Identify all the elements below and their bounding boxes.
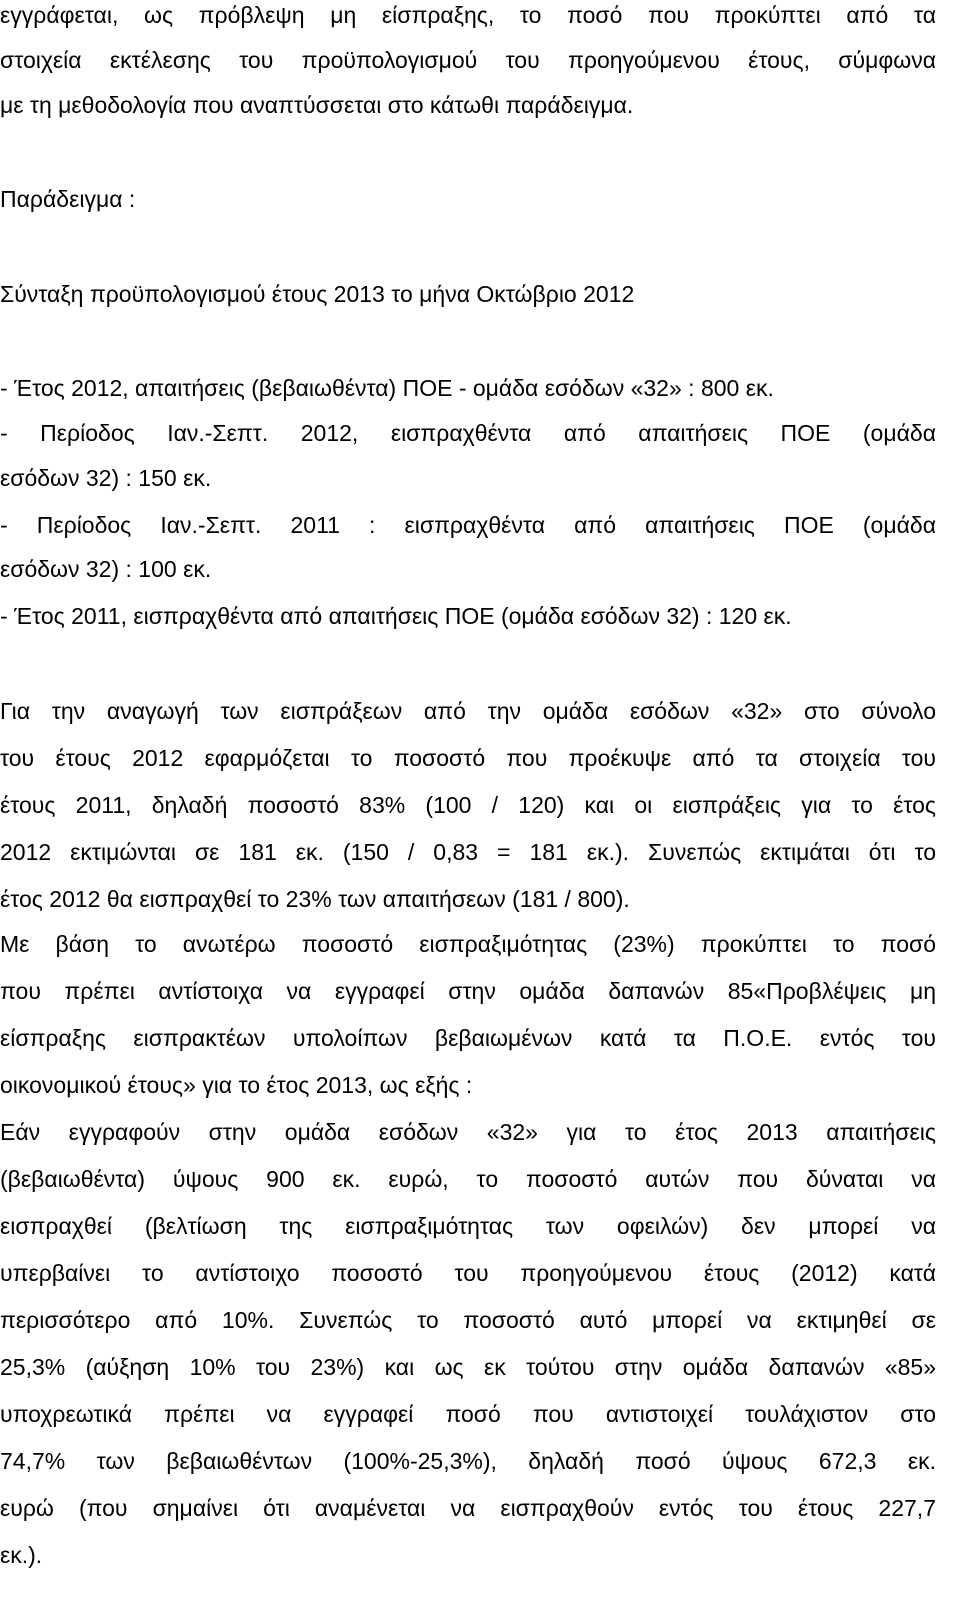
paragraph3-line-5: περισσότερο από 10%. Συνεπώς το ποσοστό αυτό μπορεί να εκτιμηθεί σε	[0, 1307, 936, 1333]
fact-line-2: - Περίοδος Ιαν.-Σεπτ. 2012, εισπραχθέντα από απαιτήσεις ΠΟΕ (ομάδα	[0, 420, 936, 446]
paragraph3-line-4: υπερβαίνει το αντίστοιχο ποσοστό του προηγούμενου έτους (2012) κατά	[0, 1260, 936, 1286]
paragraph2-line-3: είσπραξης εισπρακτέων υπολοίπων βεβαιωμένων κατά τα Π.Ο.Ε. εντός του	[0, 1025, 936, 1051]
paragraph2-line-4: οικονομικού έτους» για το έτος 2013, ως εξής :	[0, 1072, 473, 1098]
paragraph2-line-1: Με βάση το ανωτέρω ποσοστό εισπραξιμότητας (23%) προκύπτει το ποσό	[0, 931, 936, 957]
paragraph1-line-5: έτος 2012 θα εισπραχθεί το 23% των απαιτήσεων (181 / 800).	[0, 886, 630, 912]
paragraph3-line-2: (βεβαιωθέντα) ύψους 900 εκ. ευρώ, το ποσοστό αυτών που δύναται να	[0, 1166, 936, 1192]
paragraph1-line-3: έτους 2011, δηλαδή ποσοστό 83% (100 / 120) και οι εισπράξεις για το έτος	[0, 792, 936, 818]
fact-line-5: εσόδων 32) : 100 εκ.	[0, 556, 212, 582]
paragraph3-line-3: εισπραχθεί (βελτίωση της εισπραξιμότητας των οφειλών) δεν μπορεί να	[0, 1213, 936, 1239]
paragraph2-line-2: που πρέπει αντίστοιχα να εγγραφεί στην ομάδα δαπανών 85«Προβλέψεις μη	[0, 978, 936, 1004]
paragraph1-line-1: Για την αναγωγή των εισπράξεων από την ομάδα εσόδων «32» στο σύνολο	[0, 698, 936, 724]
fact-line-4: - Περίοδος Ιαν.-Σεπτ. 2011 : εισπραχθέντα από απαιτήσεις ΠΟΕ (ομάδα	[0, 512, 936, 538]
example-heading: Παράδειγμα :	[0, 186, 136, 212]
example-subheading: Σύνταξη προϋπολογισμού έτους 2013 το μήνα Οκτώβριο 2012	[0, 281, 635, 307]
paragraph1-line-4: 2012 εκτιμώνται σε 181 εκ. (150 / 0,83 = 181 εκ.). Συνεπώς εκτιμάται ότι το	[0, 839, 936, 865]
intro-line-3: με τη μεθοδολογία που αναπτύσσεται στο κάτωθι παράδειγμα.	[0, 92, 634, 118]
paragraph3-line-1: Εάν εγγραφούν στην ομάδα εσόδων «32» για το έτος 2013 απαιτήσεις	[0, 1119, 936, 1145]
paragraph3-line-10: εκ.).	[0, 1542, 43, 1568]
fact-line-3: εσόδων 32) : 150 εκ.	[0, 465, 212, 491]
paragraph3-line-9: ευρώ (που σημαίνει ότι αναμένεται να εισπραχθούν εντός του έτους 227,7	[0, 1495, 936, 1521]
paragraph3-line-7: υποχρεωτικά πρέπει να εγγραφεί ποσό που αντιστοιχεί τουλάχιστον στο	[0, 1401, 936, 1427]
intro-line-2: στοιχεία εκτέλεσης του προϋπολογισμού του προηγούμενου έτους, σύμφωνα	[0, 47, 936, 73]
intro-line-1: εγγράφεται, ως πρόβλεψη μη είσπραξης, το ποσό που προκύπτει από τα	[0, 2, 936, 28]
paragraph3-line-8: 74,7% των βεβαιωθέντων (100%-25,3%), δηλαδή ποσό ύψους 672,3 εκ.	[0, 1448, 936, 1474]
paragraph3-line-6: 25,3% (αύξηση 10% του 23%) και ως εκ τούτου στην ομάδα δαπανών «85»	[0, 1354, 936, 1380]
paragraph1-line-2: του έτους 2012 εφαρμόζεται το ποσοστό που προέκυψε από τα στοιχεία του	[0, 745, 936, 771]
fact-line-1: - Έτος 2012, απαιτήσεις (βεβαιωθέντα) ΠΟΕ - ομάδα εσόδων «32» : 800 εκ.	[0, 375, 774, 401]
fact-line-6: - Έτος 2011, εισπραχθέντα από απαιτήσεις ΠΟΕ (ομάδα εσόδων 32) : 120 εκ.	[0, 603, 792, 629]
